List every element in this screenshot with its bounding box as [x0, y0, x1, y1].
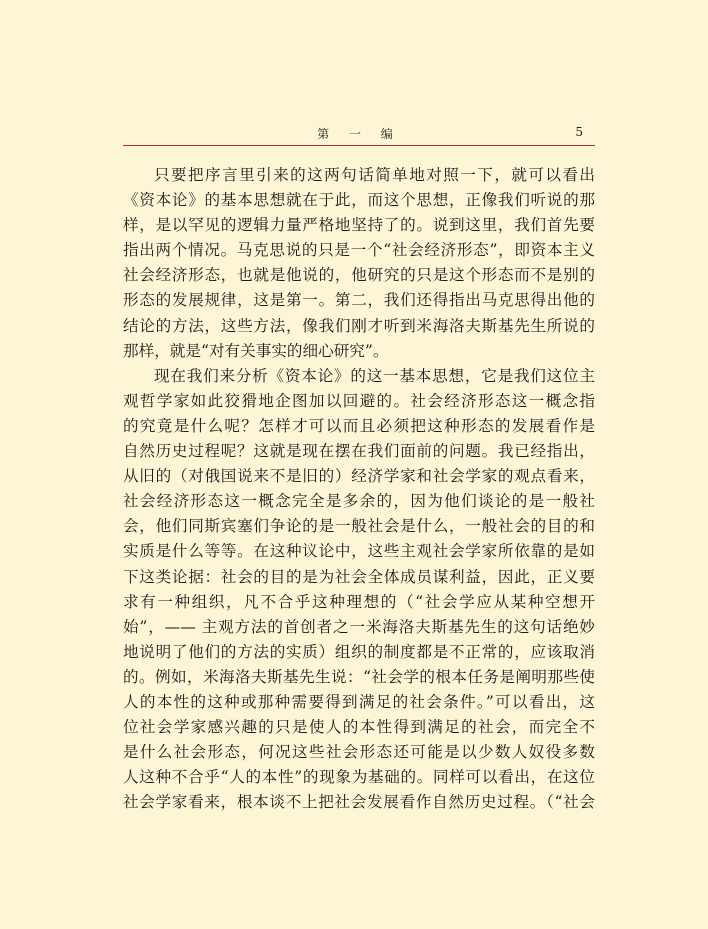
text-line: 只要把序言里引来的这两句话简单地对照一下，就可以看出 — [154, 166, 595, 184]
header-divider — [123, 145, 595, 146]
text-line: 社会经济形态，也就是他说的，他研究的只是这个形态而不是别的 — [123, 266, 595, 285]
text-line: 的。例如，米海洛夫斯基先生说：“社会学的根本任务是阐明那些使 — [123, 667, 595, 686]
text-line: 的究竟是什么呢？怎样才可以而且必须把这种形态的发展看作是 — [123, 416, 595, 435]
text-line: 社会经济形态这一概念完全是多余的，因为他们谈论的是一般社 — [123, 492, 595, 511]
text-line: 下这类论据：社会的目的是为社会全体成员谋利益，因此，正义要 — [123, 567, 595, 586]
paragraph-1 — [123, 163, 595, 364]
page-header — [123, 118, 595, 146]
text-line: 社会学家看来，根本谈不上把社会发展看作自然历史过程。（“社会 — [123, 793, 595, 812]
text-line: 从旧的（对俄国说来不是旧的）经济学家和社会学家的观点看来， — [123, 467, 595, 486]
text-line: 现在我们来分析《资本论》的这一基本思想，它是我们这位主 — [154, 366, 595, 385]
text-line: 样，是以罕见的逻辑力量严格地坚持了的。说到这里，我们首先要 — [123, 216, 595, 235]
text-line: 实质是什么等等。在这种议论中，这些主观社会学家所依靠的是如 — [123, 542, 595, 561]
text-line: 《资本论》的基本思想就在于此，而这个思想，正像我们听说的那 — [123, 191, 595, 210]
text-line: 是什么社会形态，何况这些社会形态还可能是以少数人奴役多数 — [123, 743, 595, 762]
text-line: 自然历史过程呢？这就是现在摆在我们面前的问题。我已经指出， — [123, 442, 595, 461]
text-line: 形态的发展规律，这是第一。第二，我们还得指出马克思得出他的 — [123, 291, 595, 310]
paragraph-2 — [123, 364, 595, 816]
running-head-title: 第 一 编 — [317, 127, 401, 141]
text-line: 那样，就是“对有关事实的细心研究”。 — [123, 341, 389, 360]
text-line: 始”，—— 主观方法的首创者之一米海洛夫斯基先生的这句话绝妙 — [123, 617, 595, 636]
text-line: 人的本性的这种或那种需要得到满足的社会条件。”可以看出，这 — [123, 692, 595, 711]
text-line: 指出两个情况。马克思说的只是一个“社会经济形态”，即资本主义 — [123, 241, 595, 260]
text-line: 求有一种组织，凡不合乎这种理想的（“社会学应从某种空想开 — [123, 592, 595, 611]
body-text — [123, 163, 595, 815]
text-line: 观哲学家如此狡猾地企图加以回避的。社会经济形态这一概念指 — [123, 391, 595, 410]
text-line: 位社会学家感兴趣的只是使人的本性得到满足的社会，而完全不 — [123, 718, 595, 737]
text-line: 人这种不合乎“人的本性”的现象为基础的。同样可以看出，在这位 — [123, 768, 595, 787]
text-line: 会，他们同斯宾塞们争论的是一般社会是什么，一般社会的目的和 — [123, 517, 595, 536]
text-line: 地说明了他们的方法的实质）组织的制度都是不正常的，应该取消 — [123, 642, 595, 661]
text-line: 结论的方法，这些方法，像我们刚才听到米海洛夫斯基先生所说的 — [123, 316, 595, 335]
page-number: 5 — [575, 125, 583, 139]
